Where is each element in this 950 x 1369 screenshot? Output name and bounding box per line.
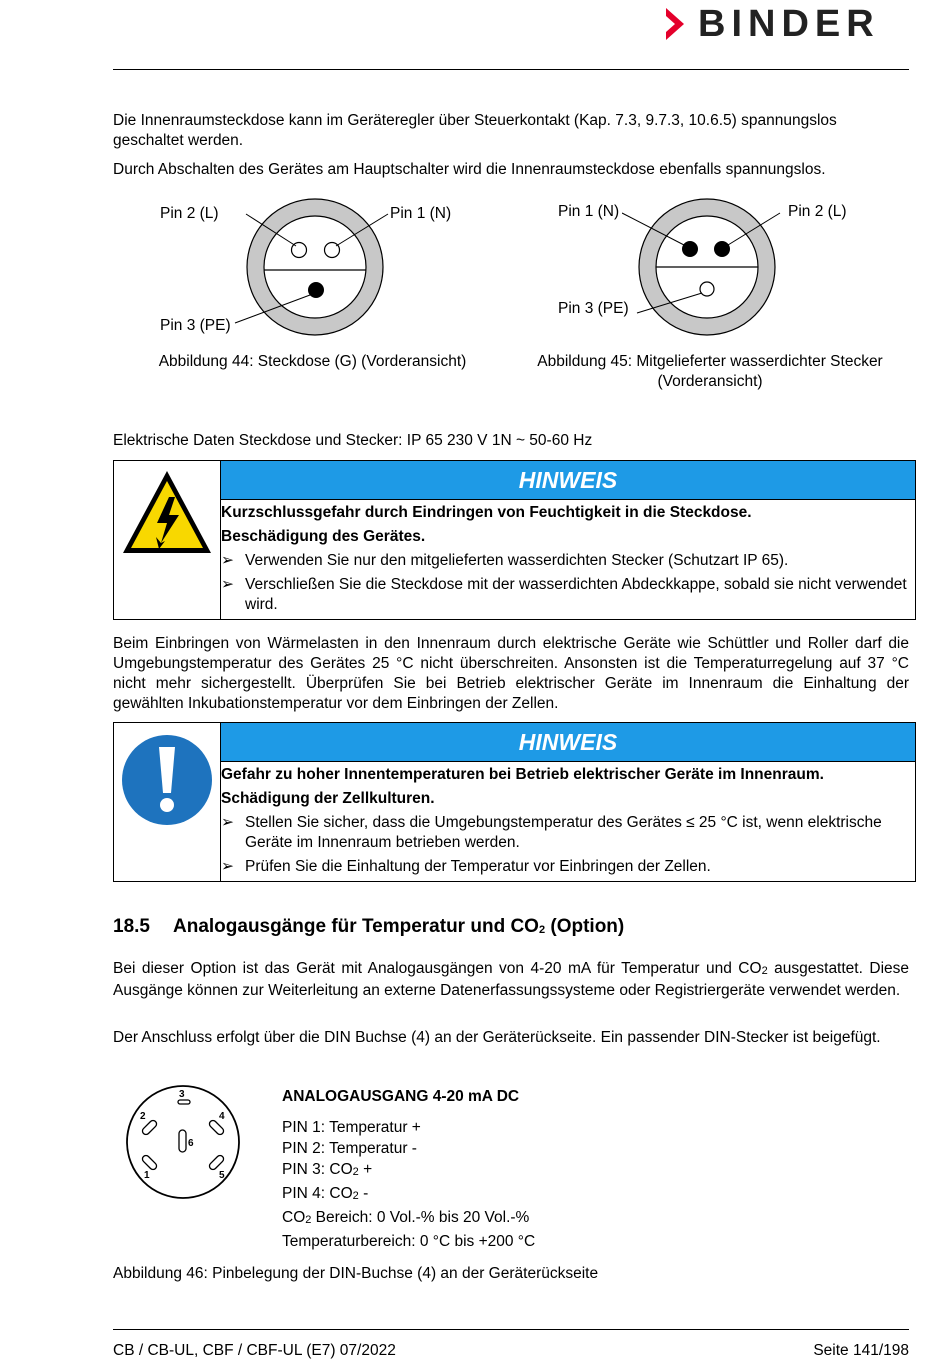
fig45-caption-line2: (Vorderansicht): [657, 373, 763, 390]
din-pin-label: 3: [179, 1089, 185, 1100]
notice-consequence: Schädigung der Zellkulturen.: [221, 790, 435, 807]
socket-front-diagram: [230, 195, 400, 345]
section-paragraph-2: Der Anschluss erfolgt über die DIN Buchse (4) an der Geräterückseite. Ein passender DIN-Stecker ist beigefügt.: [113, 1029, 881, 1046]
exclamation-icon: [120, 733, 214, 827]
brand-logo: [664, 2, 880, 45]
fig44-pin-right-label: Pin 1 (N): [390, 205, 452, 222]
notice-moisture: [113, 460, 916, 620]
pin-2: PIN 2: Temperatur -: [282, 1140, 417, 1157]
header-rule: [113, 69, 909, 70]
fig44-pin-left-label: Pin 2 (L): [160, 205, 219, 222]
binder-logo-icon: [664, 6, 686, 42]
pin-1: PIN 1: Temperatur +: [282, 1119, 421, 1136]
paragraph-mainswitch: Durch Abschalten des Gerätes am Hauptschalter wird die Innenraumsteckdose ebenfalls spannungslos.: [113, 161, 826, 178]
fig45-pin-bottom-label: Pin 3 (PE): [558, 300, 629, 317]
din-title: ANALOGAUSGANG 4-20 mA DC: [282, 1088, 520, 1105]
footer-rule: [113, 1329, 909, 1330]
notice-title: HINWEIS: [221, 461, 916, 500]
notice-hazard: Kurzschlussgefahr durch Eindringen von Feuchtigkeit in die Steckdose.: [221, 504, 752, 521]
fig44-caption: Abbildung 44: Steckdose (G) (Vorderansicht): [158, 353, 467, 370]
notice-icon-cell: [114, 461, 221, 620]
plug-front-diagram: [622, 195, 792, 345]
fig45-pin-left-label: Pin 1 (N): [558, 203, 620, 220]
fig45-caption-line1: Abbildung 45: Mitgelieferter wasserdichter Stecker: [537, 353, 883, 370]
fig45-pin-right-label: Pin 2 (L): [788, 203, 847, 220]
temperature-range: Temperaturbereich: 0 °C bis +200 °C: [282, 1233, 536, 1250]
din-pin-label: 6: [188, 1138, 194, 1149]
section-paragraph-1: Bei dieser Option ist das Gerät mit Analogausgängen von 4-20 mA für Temperatur und $CO_2$ ausgestattet. Diese Ausgänge können zur Weiterleitung an externe Datenerfassungssysteme oder Registriergeräte verwendet werden.: [113, 960, 909, 999]
arrow-bullet-icon: ➢: [221, 814, 234, 831]
fig46-caption: Abbildung 46: Pinbelegung der DIN-Buchse (4) an der Geräterückseite: [113, 1265, 599, 1282]
notice-body: [221, 762, 916, 882]
arrow-bullet-icon: ➢: [221, 858, 234, 875]
section-number: 18.5: [113, 916, 150, 937]
section-heading: [113, 916, 624, 938]
paragraph-intro: Die Innenraumsteckdose kann im Geräteregler über Steuerkontakt (Kap. 7.3, 9.7.3, 10.6.5) spannungslos geschaltet werden.: [113, 112, 837, 149]
pin-4: PIN 4: $CO_2$ -: [282, 1185, 369, 1202]
pin-3: PIN 3: $CO_2$ +: [282, 1161, 373, 1178]
notice-item: ➢ Verwenden Sie nur den mitgelieferten wasserdichten Stecker (Schutzart IP 65).: [221, 552, 789, 569]
electrical-data: Elektrische Daten Steckdose und Stecker: IP 65 230 V 1N ~ 50-60 Hz: [113, 432, 593, 449]
notice-body: [221, 500, 916, 620]
arrow-bullet-icon: ➢: [221, 576, 234, 593]
notice-item: ➢ Prüfen Sie die Einhaltung der Temperatur vor Einbringen der Zellen.: [221, 858, 711, 875]
arrow-bullet-icon: ➢: [221, 552, 234, 569]
notice-title: HINWEIS: [221, 723, 916, 762]
electric-hazard-icon: [119, 467, 215, 559]
notice-hazard: Gefahr zu hoher Innentemperaturen bei Betrieb elektrischer Geräte im Innenraum.: [221, 766, 824, 783]
notice-temperature: [113, 722, 916, 882]
din-pin-list: [282, 1117, 535, 1252]
din-pin-label: 4: [219, 1111, 225, 1122]
din-pin-label: 5: [219, 1170, 225, 1181]
fig45-caption: [510, 352, 910, 392]
notice-item: ➢ Stellen Sie sicher, dass die Umgebungstemperatur des Gerätes ≤ 25 °C ist, wenn elektrische Geräte im Innenraum betrieben werden.: [221, 814, 882, 851]
paragraph-heat-loads: Beim Einbringen von Wärmelasten in den Innenraum durch elektrische Geräte wie Schüttler und Roller darf die Umgebungstemperatur des Gerätes 25 °C nicht überschreiten. Ansonsten ist die Temperaturregelung auf 37 °C nicht mehr sichergestellt. Überprüfen Sie bei Betrieb elektrischer Geräte im Innenraum die Einhaltung der gewählten Inkubationstemperatur vor dem Einbringen der Zellen.: [113, 635, 909, 712]
din-pin-label: 2: [140, 1111, 146, 1122]
section-title: Analogausgänge für Temperatur und $CO_2$ (Option): [173, 916, 625, 937]
fig44-pin-bottom-label: Pin 3 (PE): [160, 317, 231, 334]
footer-page-number: Seite 141/198: [813, 1342, 909, 1359]
din-pin-label: 1: [144, 1170, 150, 1181]
brand-name: BINDER: [698, 2, 880, 45]
notice-consequence: Beschädigung des Gerätes.: [221, 528, 426, 545]
notice-icon-cell: [114, 723, 221, 882]
din-socket-diagram: [113, 1080, 243, 1200]
notice-item: ➢ Verschließen Sie die Steckdose mit der wasserdichten Abdeckkappe, sobald sie nicht verwendet wird.: [221, 576, 907, 613]
co2-range: $CO_2$ Bereich: 0 Vol.-% bis 20 Vol.-%: [282, 1209, 530, 1226]
footer-model: CB / CB-UL, CBF / CBF-UL (E7) 07/2022: [113, 1342, 396, 1359]
